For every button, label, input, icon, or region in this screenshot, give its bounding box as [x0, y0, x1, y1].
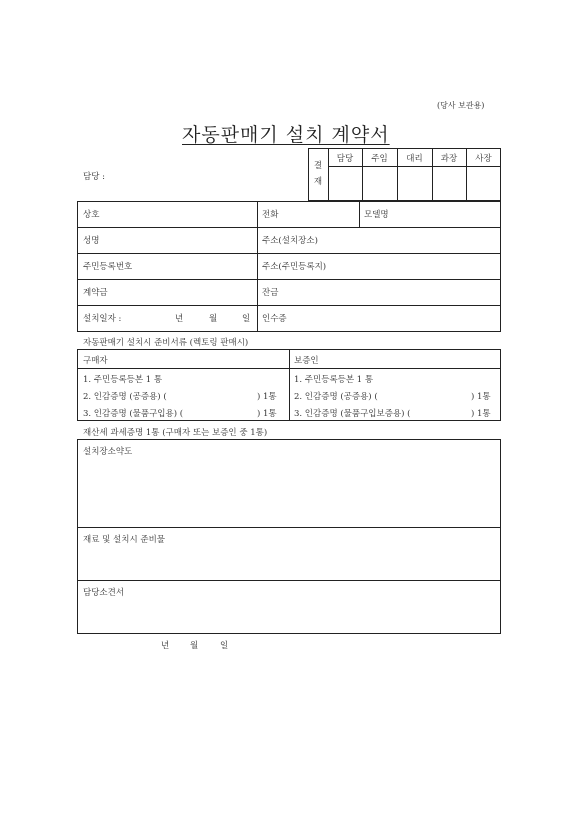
- footer-day: 일: [220, 641, 229, 651]
- install-date-label: 설치일자 :: [83, 314, 122, 324]
- install-date-month: 월: [209, 314, 218, 324]
- phone-label: 전화: [262, 210, 279, 220]
- buyer-item-2: 2. 인감증명 (공증용) (: [83, 392, 167, 402]
- buyer-item-1: 1. 주민등록등본 1 통: [83, 375, 163, 385]
- registered-address-label: 주소(주민등록지): [262, 262, 327, 272]
- approval-role-assistant: 주임: [371, 154, 388, 164]
- manager-label: 담당 :: [83, 172, 105, 182]
- guarantor-item-3-count: ) 1통: [471, 409, 491, 419]
- manager-opinion-label: 담당소견서: [83, 588, 125, 598]
- receipt-label: 인수증: [262, 314, 287, 324]
- guarantor-item-2: 2. 인감증명 (공증용) (: [294, 392, 378, 402]
- install-address-label: 주소(설치장소): [262, 236, 318, 246]
- buyer-item-2-count: ) 1통: [257, 392, 277, 402]
- buyer-item-3: 3. 인감증명 (물품구입용) (: [83, 409, 184, 419]
- name-label: 성명: [83, 236, 100, 246]
- install-date-year: 년: [175, 314, 184, 324]
- documents-heading: 자동판매기 설치시 준비서류 (렉토링 판매시): [83, 338, 249, 348]
- approval-role-staff: 담당: [336, 154, 354, 164]
- approval-role-deputy: 대리: [406, 154, 423, 164]
- footer-year: 년: [161, 641, 170, 651]
- model-label: 모델명: [364, 210, 389, 220]
- approval-role-section-chief: 과장: [440, 154, 458, 164]
- guarantor-item-2-count: ) 1통: [471, 392, 491, 402]
- company-label: 상호: [83, 210, 100, 220]
- approval-label: 결재: [313, 161, 323, 187]
- installation-map-label: 설치장소약도: [83, 447, 133, 457]
- resident-number-label: 주민등록번호: [83, 262, 133, 272]
- guarantor-header: 보증인: [294, 356, 319, 366]
- balance-label: 잔금: [262, 288, 279, 298]
- document-title: 자동판매기 설치 계약서: [182, 124, 390, 146]
- buyer-header: 구매자: [83, 356, 108, 366]
- guarantor-item-1: 1. 주민등록등본 1 통: [294, 375, 374, 385]
- buyer-item-3-count: ) 1통: [257, 409, 277, 419]
- install-date-day: 일: [242, 314, 251, 324]
- approval-role-president: 사장: [475, 154, 492, 164]
- deposit-label: 계약금: [83, 288, 108, 298]
- materials-label: 재료 및 설치시 준비물: [83, 535, 166, 545]
- footer-month: 월: [190, 641, 199, 651]
- retention-note: (당사 보관용): [437, 101, 485, 110]
- tax-certificate-note: 재산세 과세증명 1통 (구매자 또는 보증인 중 1통): [83, 428, 268, 438]
- guarantor-item-3: 3. 인감증명 (물품구입보증용) (: [294, 409, 411, 419]
